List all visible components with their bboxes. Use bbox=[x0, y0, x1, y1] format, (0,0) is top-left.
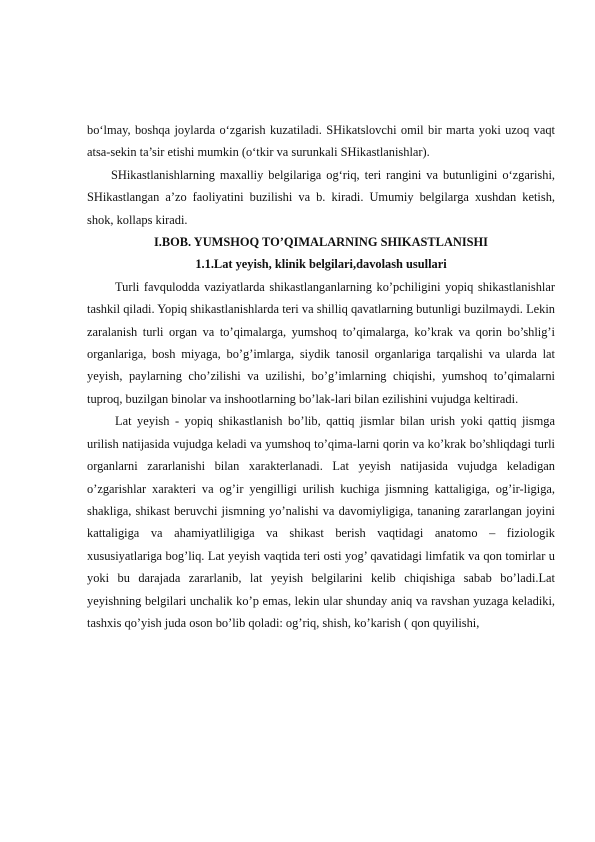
chapter-heading: I.BOB. YUMSHOQ TO’QIMALARNING SHIKASTLANISHI bbox=[153, 235, 489, 250]
paragraph-contusion: Lat yeyish - yopiq shikastlanish bo’lib, qattiq jismlar bilan urish yoki qattiq jismga urilish natijasida vujudga keladi va yumshoq to’qima-larni qorin va ko’krak bo’shliqdagi turli organlarni zararlanishi bilan xarakterlanadi. Lat yeyish natijasida vujudga keladigan o’zgarishlar xarakteri va og’ir yengilligi urilish kuchiga jismning kattaligiga, og’ir-ligiga, shakliga, shikast beruvchi jismning yo’nalishi va davomiyligiga, tananing zararlangan joyini kattaligiga va ahamiyatliligiga va shikast berish vaqtidagi anatomo – fiziologik xususiyatlariga bog’liq. Lat yeyish vaqtida teri osti yog’ qavatidagi limfatik va qon tomirlar u yoki bu darajada zararlanib, lat yeyish belgilarini kelib chiqishiga sabab bo’ladi.Lat yeyishning belgilari unchalik ko’p emas, lekin ular shunday aniq va ravshan yuzaga keladiki, tashxis qo’yish juda oson bo’lib qoladi: og’riq, shish, ko’karish ( qon quyilishi, bbox=[87, 414, 555, 630]
document-page bbox=[87, 119, 555, 634]
paragraph-symptoms: SHikastlanishlarning maxalliy belgilariga og‘riq, teri rangini va butunligini o‘zgarishi, SHikastlangan a’zo faoliyatini buzilishi va b. kiradi. Umumiy belgilarga xushdan ketish, shok, kollaps kiradi. bbox=[87, 167, 555, 227]
section-heading: 1.1.Lat yeyish, klinik belgilari,davolash usullari bbox=[195, 257, 447, 272]
paragraph-closed-injuries: Turli favqulodda vaziyatlarda shikastlanganlarning ko’pchiligini yopiq shikastlanishlar tashkil qiladi. Yopiq shikastlanishlarda teri va shilliq qavatlarning butunligi buzilmaydi. Lekin zaralanish turli organ va to’qimalarga, yumshoq to’qimalarga, ko’krak va qorin bo’shlig’i organlariga, bosh miyaga, bo’g’imlarga, siydik tanosil organlariga tarqalishi va ularda lat yeyish, paylarning cho’zilishi va uzilishi, bo’g’imlarning chiqishi, yumshoq to’qimalarni tuproq, buzilgan binolar va inshootlarning bo’lak-lari bilan ezilishini vujudga keltiradi. bbox=[87, 279, 555, 406]
paragraph-intro: bo‘lmay, boshqa joylarda o‘zgarish kuzatiladi. SHikatslovchi omil bir marta yoki uzoq vaqt atsa-sekin ta’sir etishi mumkin (o‘tkir va surunkali SHikastlanishlar). bbox=[87, 123, 555, 160]
